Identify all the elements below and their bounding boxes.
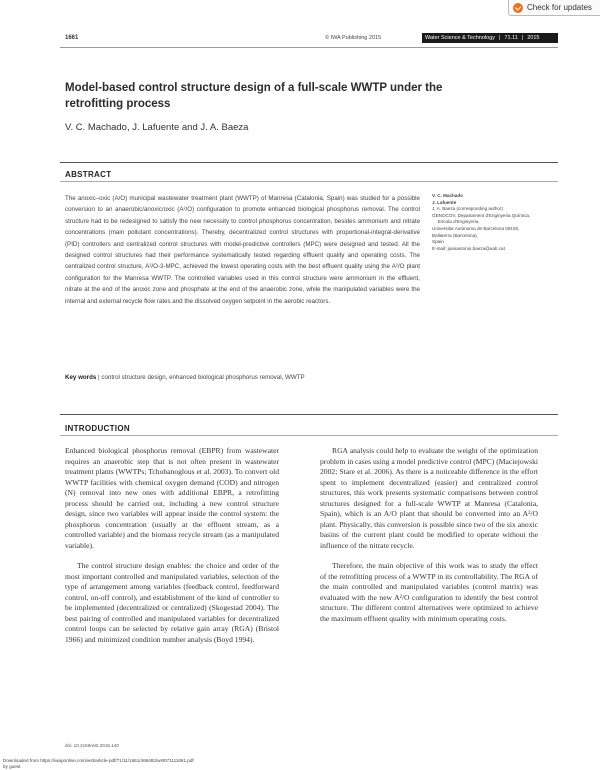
journal-volume: 71.11	[504, 35, 518, 41]
affiliation-line: Escola d'Enginyeria,	[438, 219, 480, 225]
download-by: by guest	[3, 764, 21, 769]
page-number: 1661	[65, 35, 79, 41]
banner-divider: |	[499, 35, 501, 41]
affiliation-email[interactable]: E-mail: juanantonio.baeza@uab.cat	[432, 245, 505, 251]
affiliation-line: Universitat Autònoma de Barcelona 08193,	[432, 225, 520, 231]
intro-bottom-rule	[60, 435, 558, 436]
affiliation-line: Spain	[432, 239, 444, 245]
affiliation-line: J. Lafuente	[432, 199, 457, 205]
keywords-divider: |	[98, 374, 102, 381]
keywords-label: Key words	[65, 374, 97, 381]
header-rule	[60, 47, 558, 48]
intro-paragraph: Enhanced biological phosphorus removal (EBPR) from wastewater requires an anaerobic step that is not often present in wastewater treatment plants (WWTPs; Tchobanoglous et al. 2003). To convert old WWTP facilities with chemical oxygen demand (COD) and nitrogen (N) removal into new ones with additional EBPR, a retrofitting process should be carried out, including a new control structure design, since two variables will appear inside the control system: the phosphorus concentration (usually at the effluent stream, as a controlled variable) and the biomass recycle stream (as a manipulated variable).	[65, 446, 279, 550]
journal-year: 2015	[527, 35, 540, 41]
update-check-icon	[513, 3, 523, 13]
abstract-text: The anoxic–oxic (A/O) municipal wastewater treatment plant (WWTP) of Manresa (Catalonia, Spain) was studied for a possible conversion to an anaerobic/anoxic/oxic (A²/O) configuration to promote enhanced biological phosphorus removal. The control structure had to be redesigned to satisfy the new necessity to control phosphorus concentration, besides ammonium and nitrate concentrations (main pollutant concentrations). Thereby, decentralized control structures with proportional-integral-derivative (PID) controllers and centralized control structures with model-predictive controllers (MPC) were designed and tested. All the designed control structures had their performance systematically tested regarding effluent quality and operating costs. The centralized control structure, A²/O-3-MPC, achieved the lowest operating costs with the best effluent quality using the A²/O plant configuration for the Manresa WWTP. The controlled variables used in this control structure were ammonium in the effluent, nitrate at the end of the anoxic zone and phosphate at the end of the anaerobic zone, while the manipulated variables were the internal and external recycle flow rates and the dissolved oxygen setpoint in the aerobic reactors.	[65, 195, 420, 305]
intro-paragraph: RGA analysis could help to evaluate the weight of the optimization problem in cases using a model predictive control (MPC) (Maciejowski 2002; Stare et al. 2006). As there is a noticeable difference in the effort spent to implement decentralized (easier) and centralized control structures, this work presents systematic comparisons between control structures designed for a full-scale WWTP at Manresa (Catalonia, Spain), which is an A/O plant that should be converted into an A²/O plant. Physically, this conversion is possible since two of the six anoxic basins of the current plant could be modified to operate without the influence of the nitrate recycle.	[320, 446, 538, 550]
keywords-list: control structure design, enhanced biological phosphorus removal, WWTP	[101, 374, 305, 381]
keywords	[65, 374, 420, 381]
check-for-updates-button[interactable]	[508, 0, 600, 16]
affiliation-line: Bellaterra (Barcelona),	[432, 232, 478, 238]
affiliation-line: GENOCOV, Departament d'Enginyeria Química,	[432, 212, 531, 218]
abstract-top-rule	[60, 162, 558, 163]
affiliation-line: J. A. Baeza (corresponding author)	[432, 206, 503, 212]
intro-paragraph: Therefore, the main objective of this work was to study the effect of the retrofitting process of a WWTP in its controllability. The RGA of the main controlled and manipulated variables (control matrix) was evaluated with the new A²/O configuration to identify the best control structure. The different control alternatives were optimized to achieve the maximum effluent quality with minimum operating costs.	[320, 561, 538, 623]
check-for-updates-label: Check for updates	[527, 3, 592, 12]
doi-link[interactable]: doi: 10.2166/wst.2015.140	[65, 743, 119, 748]
publisher-copyright: © IWA Publishing 2015	[325, 35, 382, 41]
introduction-heading: INTRODUCTION	[65, 424, 130, 433]
intro-top-rule	[60, 414, 558, 415]
intro-right-column	[320, 446, 538, 624]
journal-name: Water Science & Technology	[425, 35, 496, 41]
author-affiliation	[432, 193, 557, 252]
affiliation-line: V. C. Machado	[432, 193, 463, 198]
abstract-bottom-rule	[60, 181, 558, 182]
download-notice: Downloaded from https://iwaponline.com/wst/article-pdf/71/11/1661/468482/wst071111661.pdf	[3, 758, 194, 763]
banner-divider: |	[521, 35, 524, 41]
intro-paragraph: The control structure design enables: the choice and order of the most important controlled and manipulated variables, selection of the type of arrangement among variables (feedback control, feedforward control, on-off control), and establishment of the kind of controller to be implemented (decentralized or centralized) (Skogestad 2004). The best pairing of controlled and manipulated variables for decentralized control loops can be selected by relative gain array (RGA) (Bristol 1966) and minimized condition number analysis (Boyd 1994).	[65, 561, 279, 644]
article-title: Model-based control structure design of a full-scale WWTP under the retrofitting process	[65, 82, 443, 110]
journal-banner	[422, 33, 558, 43]
article-authors: V. C. Machado, J. Lafuente and J. A. Baeza	[65, 122, 249, 133]
abstract-heading: ABSTRACT	[65, 170, 112, 179]
intro-left-column	[65, 446, 279, 645]
